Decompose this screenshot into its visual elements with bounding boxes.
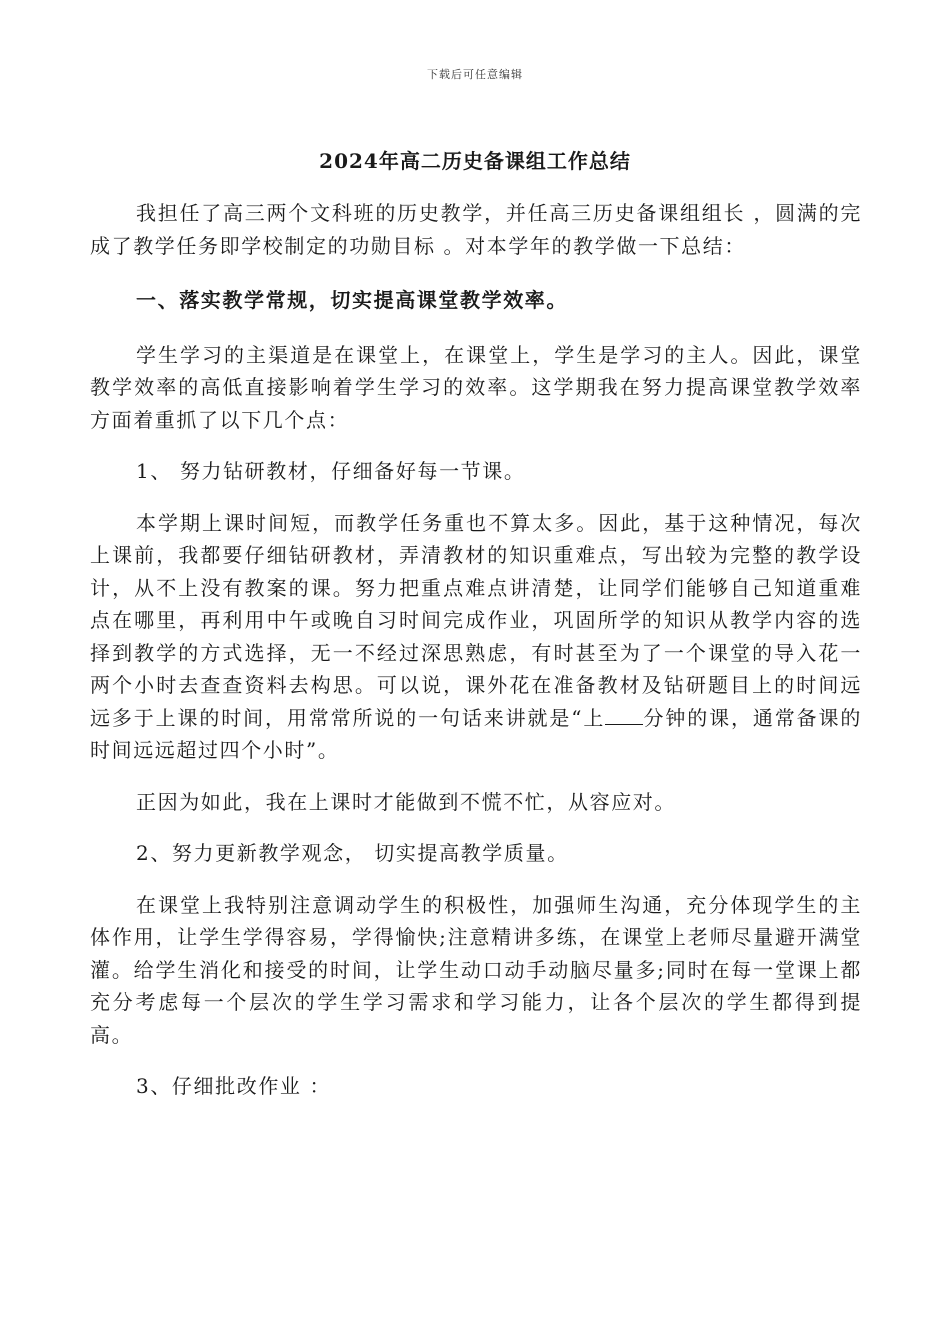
paragraph-2-text-b: 分钟的课，通常备课的时间远远超过四个小时”。 bbox=[90, 705, 863, 762]
list-item-3: 3、仔细批改作业 ： bbox=[136, 1074, 332, 1098]
fill-blank bbox=[605, 706, 643, 725]
list-item-2: 2、努力更新教学观念， 切实提高教学质量。 bbox=[136, 841, 569, 865]
header-note: 下载后可任意编辑 bbox=[427, 68, 523, 81]
paragraph-2 bbox=[90, 507, 862, 767]
section-heading-1: 一、落实教学常规，切实提高课堂教学效率。 bbox=[136, 288, 568, 312]
document-body bbox=[90, 197, 862, 1103]
intro-paragraph: 我担任了高三两个文科班的历史教学，并任高三历史备课组组长 ，圆满的完成了教学任务即学校制定的功勋目标 。对本学年的教学做一下总结： bbox=[90, 201, 862, 258]
paragraph-1: 学生学习的主渠道是在课堂上，在课堂上，学生是学习的主人。因此，课堂教学效率的高低直接影响着学生学习的效率。这学期我在努力提高课堂教学效率方面着重抓了以下几个点： bbox=[90, 342, 862, 432]
document-title: 2024年高二历史备课组工作总结 bbox=[319, 149, 631, 173]
list-item-1: 1、 努力钻研教材，仔细备好每一节课。 bbox=[136, 459, 526, 483]
paragraph-4: 在课堂上我特别注意调动学生的积极性，加强师生沟通，充分体现学生的主体作用，让学生学得容易，学得愉快;注意精讲多练，在课堂上老师尽量避开满堂灌。给学生消化和接受的时间，让学生动口动手动脑尽量多;同时在每一堂课上都充分考虑每一个层次的学生学习需求和学习能力，让各个层次的学生都得到提高。 bbox=[90, 892, 862, 1047]
paragraph-3: 正因为如此，我在上课时才能做到不慌不忙，从容应对。 bbox=[136, 789, 676, 814]
paragraph-2-text-a: 本学期上课时间短，而教学任务重也不算太多。因此，基于这种情况，每次上课前，我都要仔细钻研教材，弄清教材的知识重难点，写出较为完整的教学设计，从不上没有教案的课。努力把重点难点讲清楚，让同学们能够自己知道重难点在哪里，再利用中午或晚自习时间完成作业，巩固所学的知识从教学内容的选择到教学的方式选择，无一不经过深思熟虑，有时甚至为了一个课堂的导入花一两个小时去查查资料去构思。可以说，课外花在准备教材及钻研题目上的时间远远多于上课的时间，用常常所说的一句话来讲就是“上 bbox=[90, 510, 862, 730]
